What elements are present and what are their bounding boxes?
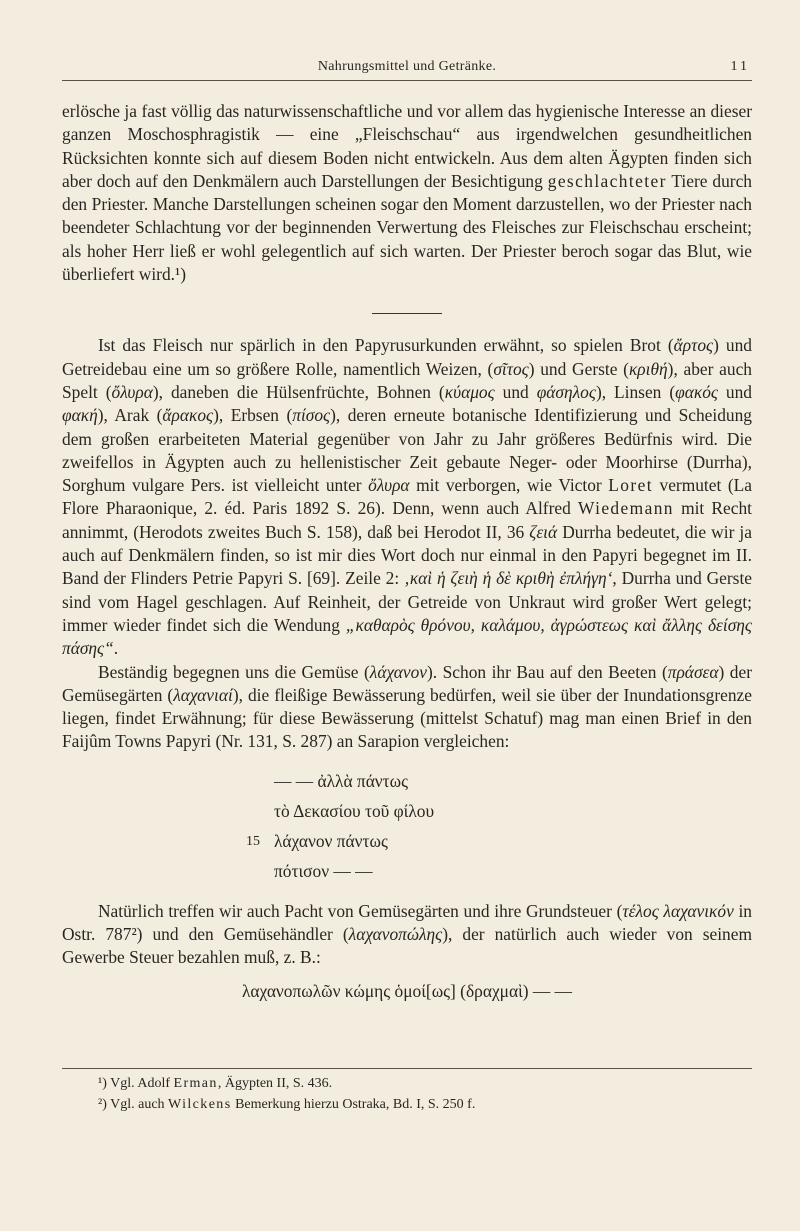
footnote-text: Vgl. auch [110, 1097, 169, 1112]
greek-term: κριθή [628, 358, 668, 379]
running-head [62, 58, 752, 81]
para1-text-b: Tiere durch den Priester. Manche Darstellungen scheinen sogar den Moment darzustellen, wo der Priester nach beendeter Schlachtung vor der beginnenden Verwertung des Fleisches zur Fleischschau erscheint; als hoher Herr ließ er wohl gelegentlich auf sich warten. Der Priester beroch sogar das Blut, wie überliefert wird.¹) [62, 170, 752, 285]
quote-line: — — ἀλλὰ πάντως [274, 770, 408, 791]
footnote-marker: ¹) [98, 1076, 107, 1091]
footnote-text: Bemerkung hierzu Ostraka, Bd. I, S. 250 f. [231, 1097, 476, 1112]
p2-text: vermutet (La Flore Pharaonique, 2. éd. Paris 1892 S. 26). Denn, wenn auch Alfred [62, 475, 753, 519]
footnote-2 [98, 1094, 752, 1115]
p2-text: ) und Gerste ( [528, 358, 629, 379]
greek-ostracon-line: λαχανοπωλῶν κώμης ὁμοί[ως] (δραχμαὶ) — — [241, 980, 573, 1001]
body-text [62, 100, 752, 1017]
p2-text: ), aber auch Spelt ( [62, 358, 752, 402]
p2-text: Durrha bedeutet, die wir ja auch auf Denkmälern finden, so ist mir dies Wort doch nur einmal in den Papyri begegnet im II. Band der Flinders Petrie Papyri S. [69]. Zeile 2: [62, 521, 752, 589]
p2-text: mit verborgen, wie Victor [409, 475, 609, 496]
p4-text: Natürlich treffen wir auch Pacht von Gemüsegärten und ihre Grundsteuer ( [98, 900, 623, 921]
quote-line: τὸ Δεκασίου τοῦ φίλου [274, 800, 435, 821]
para1-spaced-word: geschlachteter [547, 170, 667, 191]
p2-text: und [717, 381, 753, 402]
page-number: 11 [730, 59, 750, 74]
author-name: Wilckens [168, 1097, 232, 1112]
paragraph-2 [62, 334, 752, 660]
p4-text: in Ostr. 787²) und den Gemüsehändler ( [62, 900, 753, 945]
greek-term: ζειά [529, 521, 558, 542]
author-name: Loret [608, 475, 653, 496]
greek-term: κύαμος [444, 381, 495, 402]
greek-term: σῖτος [493, 358, 529, 379]
para1-text-a: erlösche ja fast völlig das naturwissenschaftliche und vor allem das hygienische Interesse an dieser ganzen Moschosphragistik — eine „Fleischschau“ aus irgendwelchen gesundheitlichen Rücksichten konnte sich auf diesem Boden nicht entwickeln. Aus dem alten Ägypten finden sich aber doch auf den Denkmälern auch Darstellungen der Besichtigung [62, 101, 752, 191]
greek-quote: ‚καὶ ἡ ζειὴ ἡ δὲ κριθὴ ἐπλήγη‘ [404, 568, 613, 589]
p3-text: ). Schon ihr Bau auf den Beeten ( [427, 661, 668, 682]
greek-quote: „καθαρὸς θρόνου, καλάμου, ἀγρώστεως καὶ ἄλλης δείσης πάσης“ [62, 614, 752, 659]
greek-term: φακός [675, 381, 718, 402]
p3-text: Beständig begegnen uns die Gemüse ( [98, 661, 370, 682]
greek-term: λαχανιαί [173, 684, 233, 705]
author-name: Wiedemann [577, 498, 674, 519]
p4-text: ), der natürlich auch wieder von seinem Gewerbe Steuer bezahlen muß, z. B.: [62, 924, 752, 968]
section-separator [372, 313, 442, 314]
greek-term: φάσηλος [536, 381, 596, 402]
greek-term: φακή [62, 405, 98, 426]
greek-term: πίσος [292, 405, 331, 426]
p2-text: ), daneben die Hülsenfrüchte, Bohnen ( [152, 381, 445, 402]
footnotes [62, 1068, 752, 1115]
paragraph-4 [62, 900, 752, 970]
p3-text: ), die fleißige Bewässerung bedürfen, weil sie über der Inundationsgrenze liegen, findet Erwähnung; für diese Bewässerung (mittelst Schatuf) mag man einen Brief in den Faijûm Towns Papyri (Nr. 131, S. 287) an Sarapion vergleichen: [62, 684, 752, 752]
p2-text: und [494, 381, 537, 402]
p2-text: ) und Getreidebau eine um so größere Rolle, namentlich Weizen, ( [62, 335, 752, 379]
greek-term: πράσεα [667, 661, 719, 682]
p2-text: . [113, 638, 119, 659]
p2-text: mit Recht annimmt, (Herodots zweites Buch S. 158), daß bei Herodot II, 36 [62, 498, 752, 542]
author-name: Erman [173, 1076, 218, 1091]
p2-text: ), Linsen ( [595, 381, 676, 402]
papyrus-quotation [246, 766, 752, 886]
p2-text: ), deren erneute botanische Identifizierung und Scheidung dem großen erarbeiteten Material gegenüber von Jahr zu Jahr größeres Bedürfnis wird. Die zweifellos in Ägypten auch zu hellenistischer Zeit gebaute Neger- oder Moorhirse (Durrha), Sorghum vulgare Pers. ist vielleicht unter [62, 405, 752, 496]
quote-line: πότισον — — [274, 860, 373, 881]
greek-term: ἄρακος [162, 405, 214, 426]
p2-text: ), Arak ( [97, 405, 163, 426]
p3-text: ) der Gemüsegärten ( [62, 661, 752, 705]
quote-line-text: λάχανον πάντως [274, 830, 388, 851]
line-number: 15 [246, 833, 260, 849]
greek-term: ὄλυρα [368, 475, 410, 496]
greek-term: ὄλυρα [111, 381, 153, 402]
footnote-text: Vgl. Adolf [110, 1076, 174, 1091]
greek-term: τέλος λαχανικόν [622, 900, 734, 921]
paragraph-3 [62, 661, 752, 754]
p2-text: ), Erbsen ( [213, 405, 293, 426]
greek-term: ἄρτος [673, 335, 714, 356]
running-title: Nahrungsmittel und Getränke. [317, 59, 497, 74]
paragraph-1 [62, 100, 752, 286]
quote-line-numbered [246, 826, 752, 856]
greek-term: λάχανον [369, 661, 428, 682]
footnote-marker: ²) [98, 1097, 107, 1112]
p2-text: , Durrha und Gerste sind vom Hagel geschlagen. Auf Reinheit, der Getreide von Unkraut wird großer Wert gelegt; immer wieder findet sich die Wendung [62, 568, 752, 635]
footnote-text: , Ägypten II, S. 436. [217, 1076, 333, 1091]
greek-term: λαχανοπώλης [348, 924, 443, 945]
footnote-1 [98, 1073, 752, 1094]
p2-text: Ist das Fleisch nur spärlich in den Papyrusurkunden erwähnt, so spielen Brot ( [98, 335, 674, 356]
